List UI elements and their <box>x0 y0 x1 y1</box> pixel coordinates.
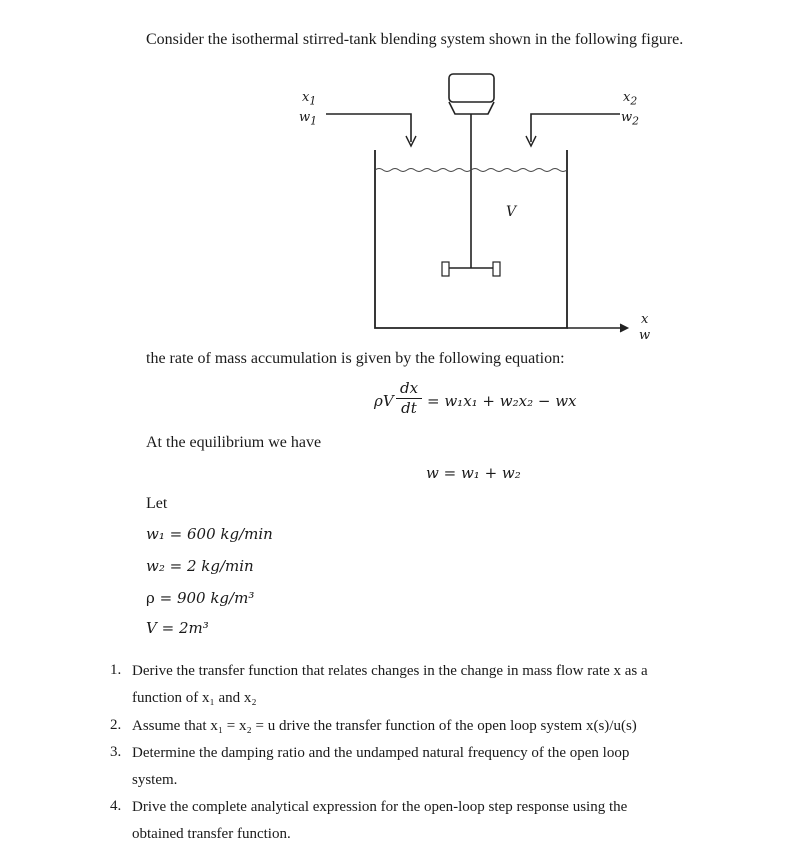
inlet-pipe-2 <box>526 114 620 146</box>
let-text: Let <box>146 495 168 512</box>
question-number: 2. <box>110 717 122 733</box>
outlet-pipe <box>567 324 628 332</box>
rate-text: the rate of mass accumulation is given by the following equation: <box>146 350 565 367</box>
question-3 <box>132 740 707 794</box>
outlet-x-label: x <box>641 312 649 327</box>
equation-fraction <box>396 380 422 417</box>
outlet-w-label: w <box>639 328 651 343</box>
param-value: = 900 kg/m³ <box>159 589 255 607</box>
inlet1-w-label: $w_1$ <box>299 110 318 128</box>
param-label: w₂ <box>146 557 165 575</box>
intro-text: Consider the isothermal stirred-tank blending system shown in the following figure. <box>146 31 684 48</box>
inlet2-x-label: $x_2$ <box>623 90 638 108</box>
question-line: Derive the transfer function that relates changes in the change in mass flow rate x as a <box>132 663 648 679</box>
question-2 <box>132 713 707 740</box>
question-line: Assume that x₁ = x₂ = u drive the transfer function of the open loop system x(s)/u(s) <box>132 718 637 734</box>
inlet2-w-label: $w_2$ <box>621 110 640 128</box>
motor-icon <box>449 74 494 114</box>
question-number: 3. <box>110 744 122 760</box>
param-w2 <box>146 557 254 575</box>
equation-rhs: = w₁x₁ + w₂x₂ − wx <box>427 392 577 410</box>
param-w1 <box>146 525 273 543</box>
fraction-denominator: dt <box>401 399 417 417</box>
question-line: function of x₁ and x₂ <box>132 690 257 706</box>
question-line: obtained transfer function. <box>132 826 291 842</box>
question-line: Drive the complete analytical expression for the open-loop step response using the <box>132 799 628 815</box>
equation-lhs: ρV <box>374 392 394 410</box>
tank-diagram <box>0 0 800 345</box>
param-label: ρ <box>146 589 155 607</box>
param-value: = 600 kg/min <box>169 525 273 543</box>
question-4 <box>132 794 707 848</box>
param-value: = 2 kg/min <box>169 557 254 575</box>
param-label: V <box>146 619 157 637</box>
param-volume <box>146 619 209 637</box>
equilibrium-text: At the equilibrium we have <box>146 434 322 451</box>
question-1 <box>132 658 707 712</box>
param-label: w₁ <box>146 525 165 543</box>
volume-label: V <box>506 204 517 220</box>
question-number: 4. <box>110 798 122 814</box>
inlet1-x-label: $x_1$ <box>302 90 317 108</box>
param-rho <box>146 589 254 607</box>
question-line: Determine the damping ratio and the undamped natural frequency of the open loop <box>132 745 630 761</box>
param-value: = 2m³ <box>161 619 209 637</box>
question-number: 1. <box>110 662 122 678</box>
question-line: system. <box>132 772 178 788</box>
fraction-numerator: dx <box>399 379 419 397</box>
equilibrium-equation: w = w₁ + w₂ <box>426 464 521 482</box>
inlet-pipe-1 <box>326 114 416 146</box>
